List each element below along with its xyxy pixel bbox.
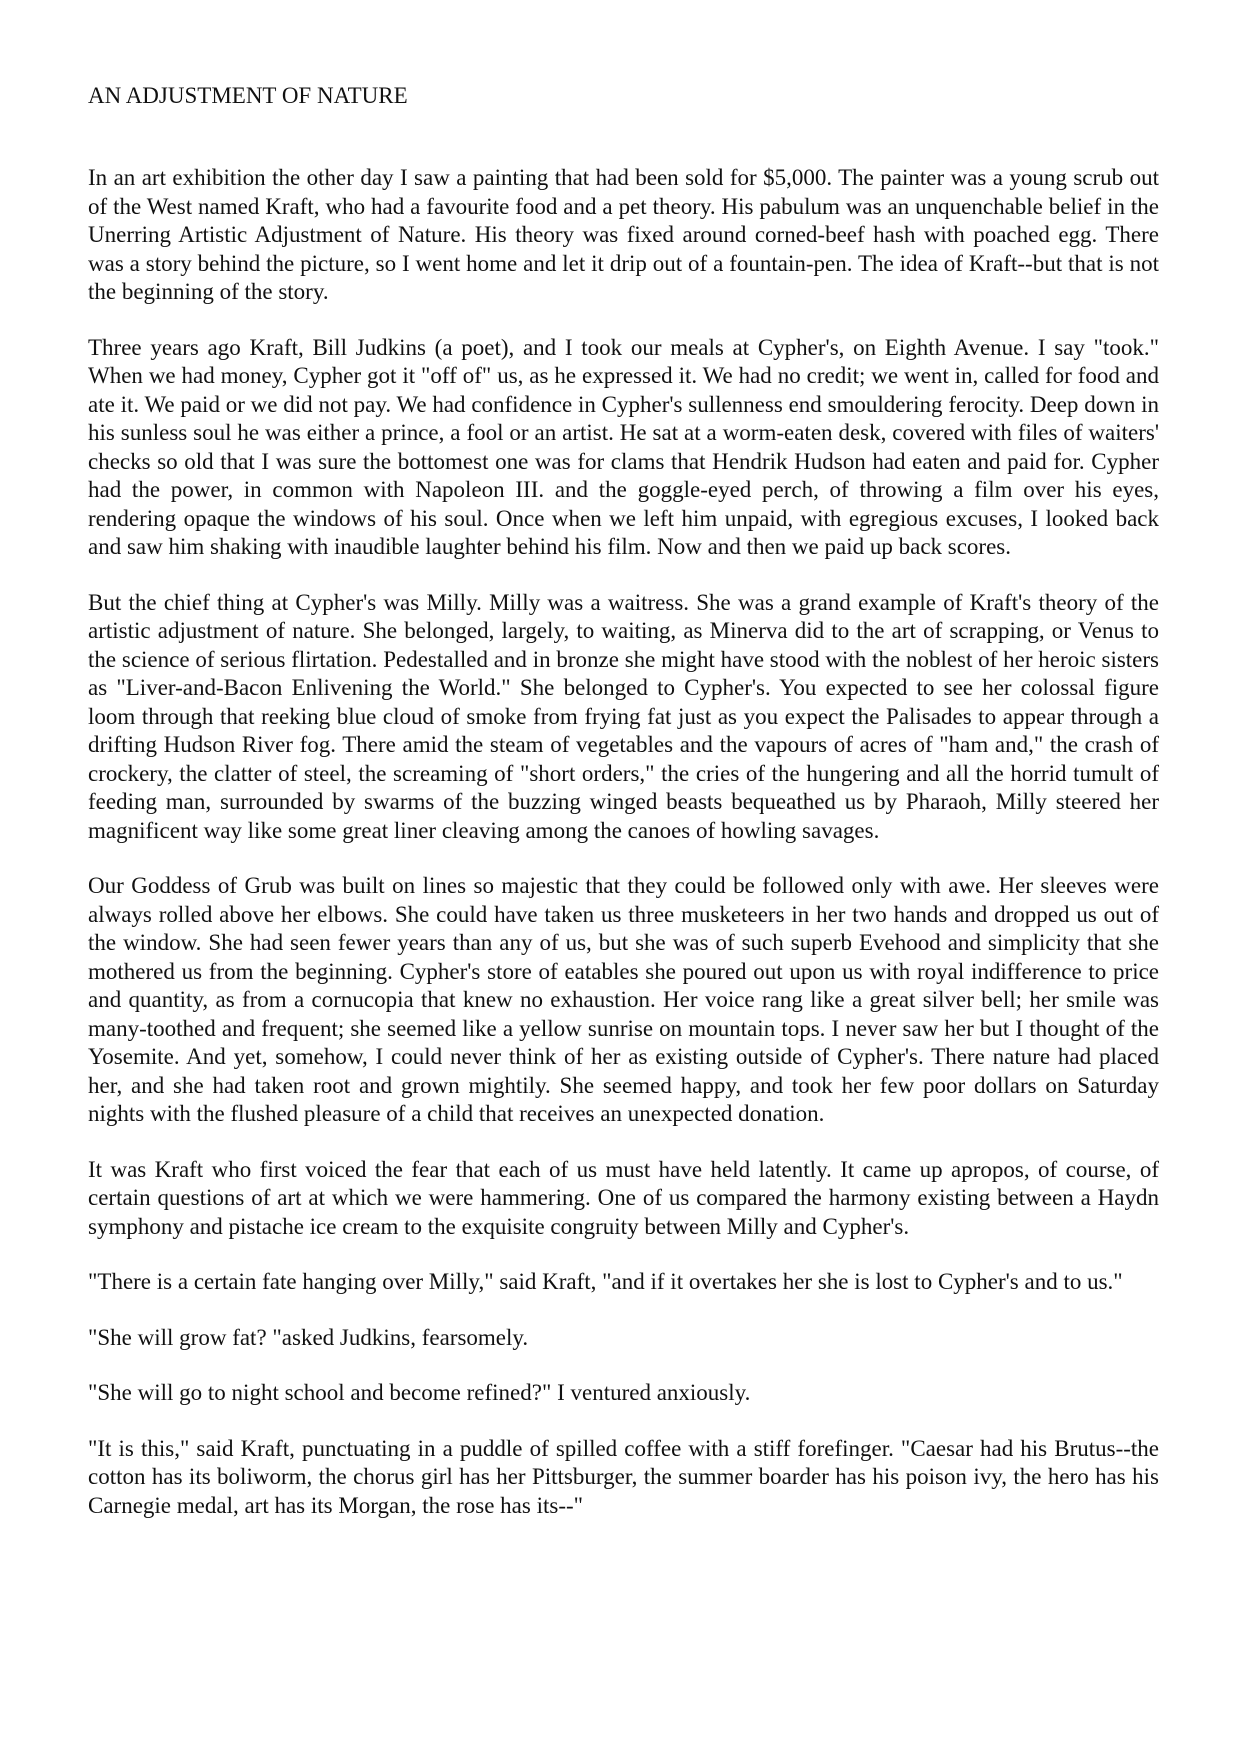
paragraph: But the chief thing at Cypher's was Milly. Milly was a waitress. She was a grand example of Kraft's theory of the artistic adjustment of nature. She belonged, largely, to waiting, as Minerva did to the art of scrapping, or Venus to the science of serious flirtation. Pedestalled and in bronze she might have stood with the noblest of her heroic sisters as "Liver-and-Bacon Enlivening the World." She belonged to Cypher's. You expected to see her colossal figure loom through that reeking blue cloud of smoke from frying fat just as you expect the Palisades to appear through a drifting Hudson River fog. There amid the steam of vegetables and the vapours of acres of "ham and," the crash of crockery, the clatter of steel, the screaming of "short orders," the cries of the hungering and all the horrid tumult of feeding man, surrounded by swarms of the buzzing winged beasts bequeathed us by Pharaoh, Milly steered her magnificent way like some great liner cleaving among the canoes of howling savages.: [88, 589, 1159, 843]
paragraph: Our Goddess of Grub was built on lines so majestic that they could be followed only with awe. Her sleeves were always rolled above her elbows. She could have taken us three musketeers in her two hands and dropped us out of the window. She had seen fewer years than any of us, but she was of such superb Evehood and simplicity that she mothered us from the beginning. Cypher's store of eatables she poured out upon us with royal indifference to price and quantity, as from a cornucopia that knew no exhaustion. Her voice rang like a great silver bell; her smile was many-toothed and frequent; she seemed like a yellow sunrise on mountain tops. I never saw her but I thought of the Yosemite. And yet, somehow, I could never think of her as existing outside of Cypher's. There nature had placed her, and she had taken root and grown mightily. She seemed happy, and took her few poor dollars on Saturday nights with the flushed pleasure of a child that receives an unexpected donation.: [88, 873, 1159, 1126]
paragraph: "It is this," said Kraft, punctuating in a puddle of spilled coffee with a stiff forefinger. "Caesar had his Brutus--the cotton has its boliworm, the chorus girl has her Pittsburger, the summer boarder has his poison ivy, the hero has his Carnegie medal, art has its Morgan, the rose has its--": [88, 1435, 1159, 1518]
paragraph: Three years ago Kraft, Bill Judkins (a poet), and I took our meals at Cypher's, on Eighth Avenue. I say "took." When we had money, Cypher got it "off of" us, as he expressed it. We had no credit; we went in, called for food and ate it. We paid or we did not pay. We had confidence in Cypher's sullenness end smouldering ferocity. Deep down in his sunless soul he was either a prince, a fool or an artist. He sat at a worm-eaten desk, covered with files of waiters' checks so old that I was sure the bottomest one was for clams that Hendrik Hudson had eaten and paid for. Cypher had the power, in common with Napoleon III. and the goggle-eyed perch, of throwing a film over his eyes, rendering opaque the windows of his soul. Once when we left him unpaid, with egregious excuses, I looked back and saw him shaking with inaudible laughter behind his film. Now and then we paid up back scores.: [88, 334, 1159, 559]
document-page: [88, 82, 1159, 1547]
document-title: AN ADJUSTMENT OF NATURE: [88, 83, 408, 108]
paragraph: In an art exhibition the other day I saw a painting that had been sold for $5,000. The painter was a young scrub out of the West named Kraft, who had a favourite food and a pet theory. His pabulum was an unquenchable belief in the Unerring Artistic Adjustment of Nature. His theory was fixed around corned-beef hash with poached egg. There was a story behind the picture, so I went home and let it drip out of a fountain-pen. The idea of Kraft--but that is not the beginning of the story.: [88, 165, 1159, 304]
paragraph: It was Kraft who first voiced the fear that each of us must have held latently. It came up apropos, of course, of certain questions of art at which we were hammering. One of us compared the harmony existing between a Haydn symphony and pistache ice cream to the exquisite congruity between Milly and Cypher's.: [88, 1156, 1159, 1239]
paragraph: "She will go to night school and become refined?" I ventured anxiously.: [88, 1380, 751, 1405]
paragraph: "She will grow fat? "asked Judkins, fearsomely.: [88, 1324, 529, 1350]
paragraph: "There is a certain fate hanging over Milly," said Kraft, "and if it overtakes her she is lost to Cypher's and to us.": [88, 1269, 1123, 1294]
